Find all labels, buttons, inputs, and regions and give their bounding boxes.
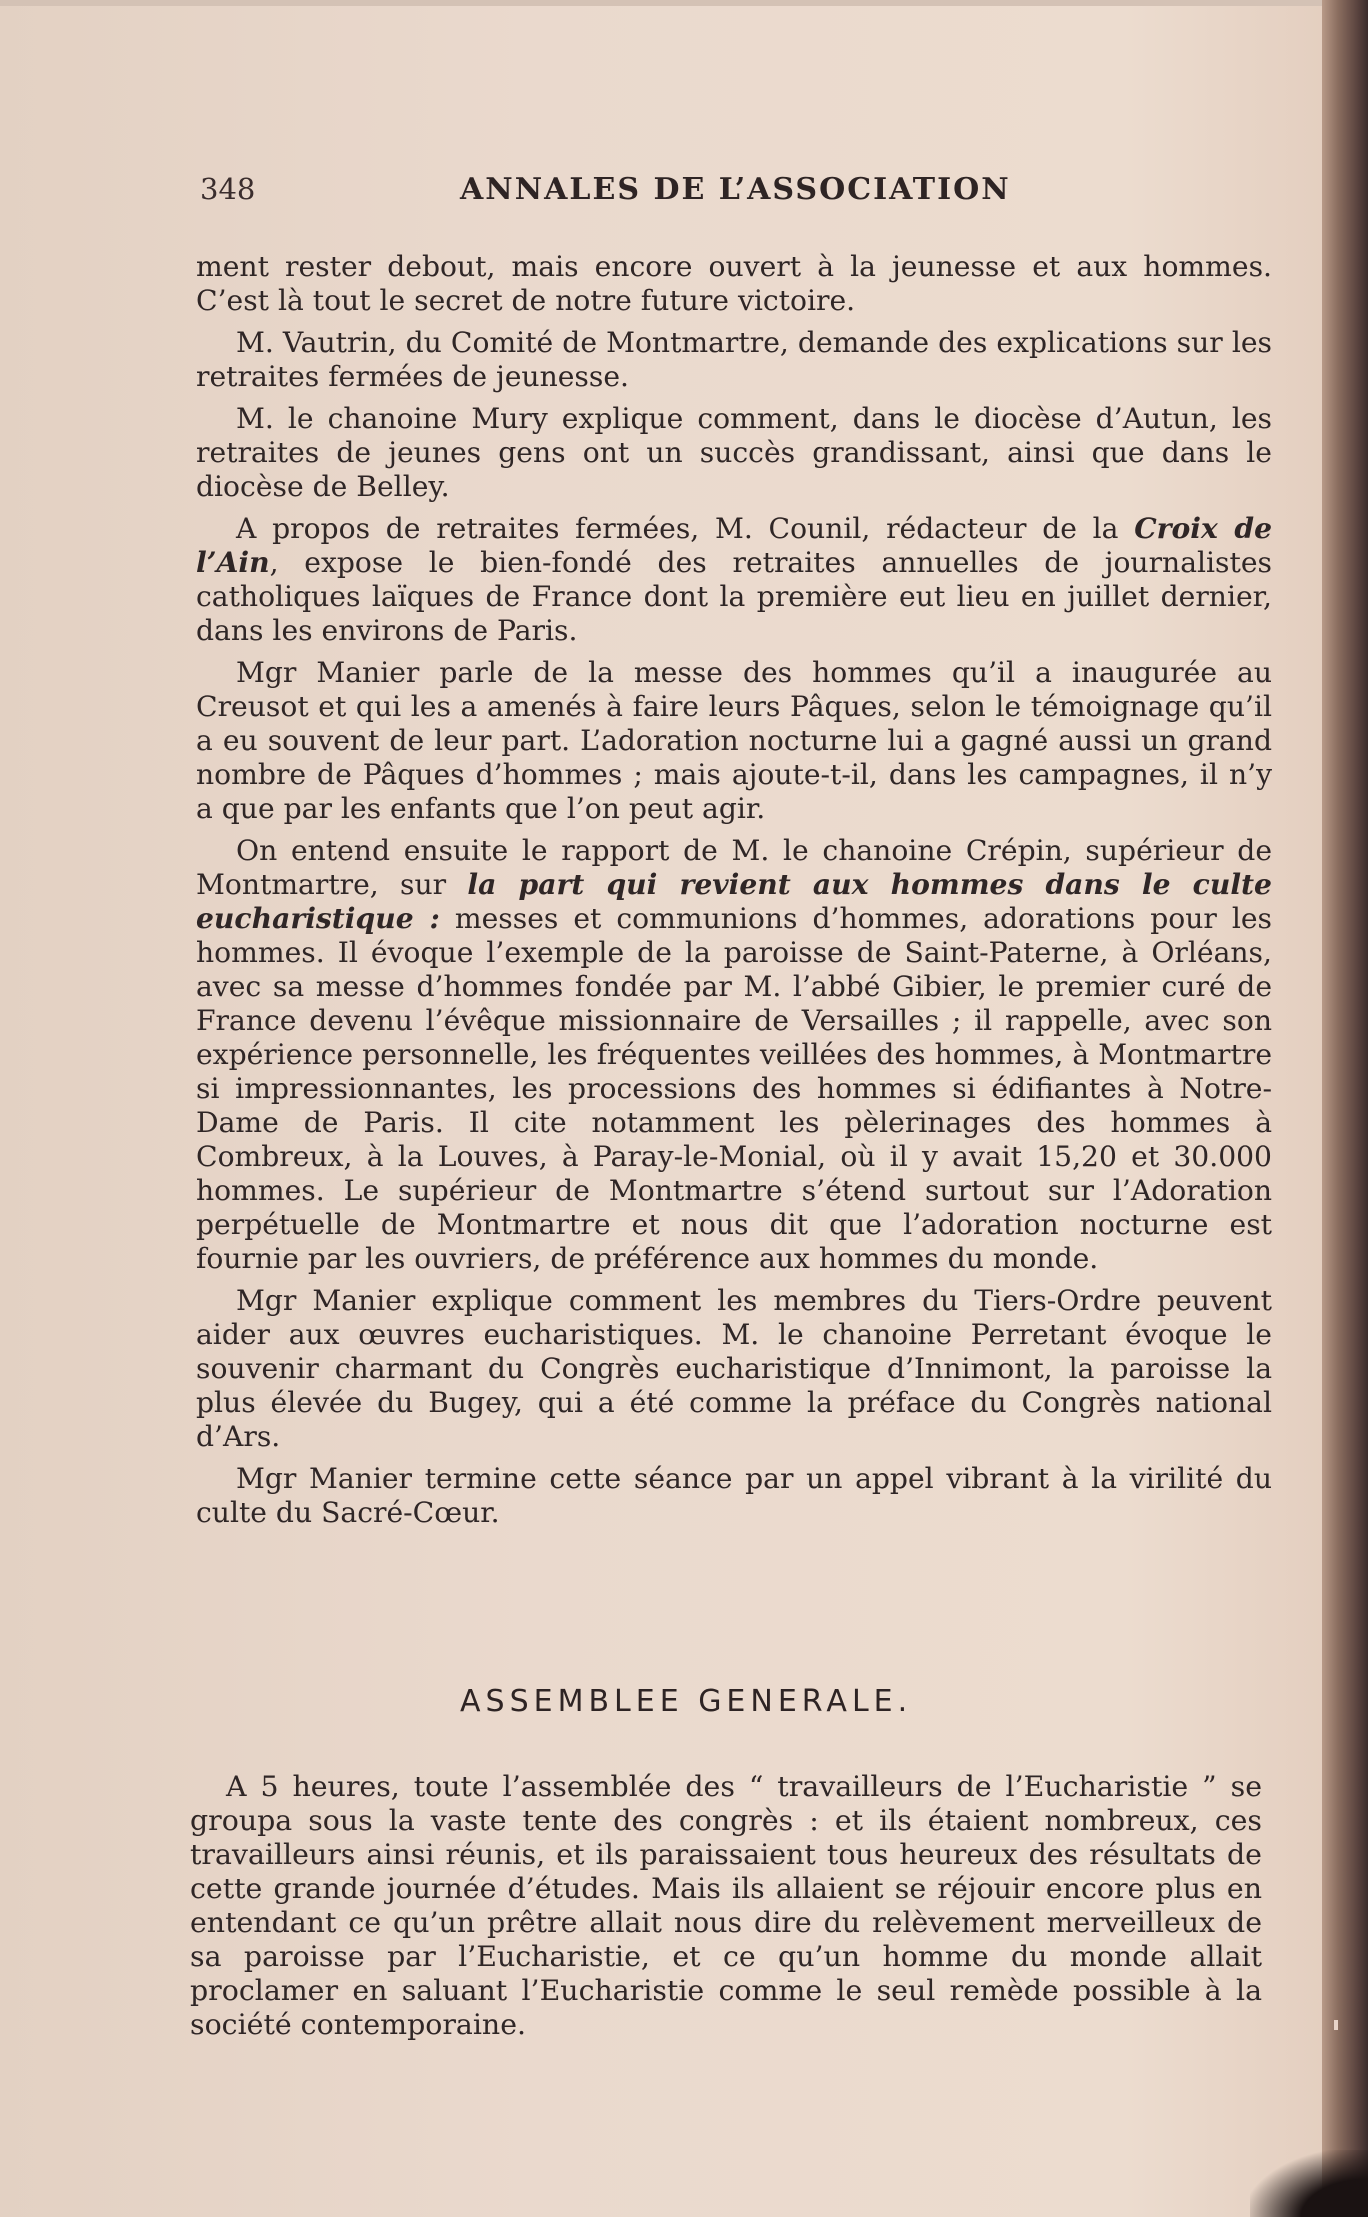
paragraph: A 5 heures, toute l’assemblée des “ travailleurs de l’Eucharistie ” se groupa sous la vaste tente des congrès : et ils étaient nombreux, ces travailleurs ainsi réunis, et ils paraissaient tous heureux des résultats de cette grande journée d’études. Mais ils allaient se réjouir encore plus en entendant ce qu’un prêtre allait nous dire du relèvement merveilleux de sa paroisse par l’Eucharistie, et ce qu’un homme du monde allait proclamer en saluant l’Eucharistie comme le seul remède possible à la société contemporaine. [190, 1770, 1262, 2041]
paragraph: Mgr Manier explique comment les membres du Tiers-Ordre peuvent aider aux œuvres eucharistiques. M. le chanoine Perretant évoque le souvenir charmant du Congrès eucharistique d’Innimont, la paroisse la plus élevée du Bugey, qui a été comme la préface du Congrès national d’Ars. [196, 1284, 1272, 1453]
section-title: ASSEMBLEE GENERALE. [460, 1684, 913, 1719]
body-text [196, 250, 1272, 1530]
paragraph [196, 512, 1272, 648]
paragraph: M. le chanoine Mury explique comment, dans le diocèse d’Autun, les retraites de jeunes gens ont un succès grandissant, ainsi que dans le diocèse de Belley. [196, 402, 1272, 503]
top-edge [0, 0, 1322, 6]
page-header [200, 172, 1270, 216]
paragraph-text: A propos de retraites fermées, M. Counil, rédacteur de la [236, 512, 1135, 545]
paragraph: ment rester debout, mais encore ouvert à la jeunesse et aux hommes. C’est là tout le secret de notre future victoire. [196, 250, 1272, 317]
page-number: 348 [200, 172, 256, 206]
book-binding [1322, 0, 1368, 2217]
journal-title: Croix de l’Ain [196, 512, 1272, 579]
paragraph: Mgr Manier parle de la messe des hommes qu’il a inaugurée au Creusot et qui les a amenés à faire leurs Pâques, selon le témoignage qu’il a eu souvent de leur part. L’adoration nocturne lui a gagné aussi un grand nombre de Pâques d’hommes ; mais ajoute-t-il, dans les campagnes, il n’y a que par les enfants que l’on peut agir. [196, 656, 1272, 825]
paragraph-text: messes et communions d’hommes, adorations pour les hommes. Il évoque l’exemple de la paroisse de Saint-Paterne, à Orléans, avec sa messe d’hommes fondée par M. l’abbé Gibier, le premier curé de France devenu l’évêque missionnaire de Versailles ; il rappelle, avec son expérience personnelle, les fréquentes veillées des hommes, à Montmartre si impressionnantes, les processions des hommes si édifiantes à Notre-Dame de Paris. Il cite notamment les pèlerinages des hommes à Combreux, à la Louves, à Paray-le-Monial, où il y avait 15,20 et 30.000 hommes. Le supérieur de Montmartre s’étend surtout sur l’Adoration perpétuelle de Montmartre et nous dit que l’adoration nocturne est fournie par les ouvriers, de préférence aux hommes du monde. [196, 902, 1272, 1275]
report-title: la part qui revient aux hommes dans le culte eucharistique : [196, 868, 1272, 935]
paragraph: Mgr Manier termine cette séance par un appel vibrant à la virilité du culte du Sacré-Cœur. [196, 1462, 1272, 1529]
paragraph: M. Vautrin, du Comité de Montmartre, demande des explications sur les retraites fermées de jeunesse. [196, 326, 1272, 393]
paragraph-text: On entend ensuite le rapport de M. le chanoine Crépin, supérieur de Montmartre, sur [196, 834, 1272, 901]
corner-shadow [1250, 2150, 1368, 2217]
paragraph-text: , expose le bien-fondé des retraites annuelles de journalistes catholiques laïques de France dont la première eut lieu en juillet dernier, dans les environs de Paris. [196, 546, 1272, 647]
paragraph [196, 834, 1272, 1276]
final-text [190, 1770, 1262, 2042]
edge-mark [1334, 2020, 1338, 2030]
running-head: ANNALES DE L’ASSOCIATION [460, 172, 1011, 207]
